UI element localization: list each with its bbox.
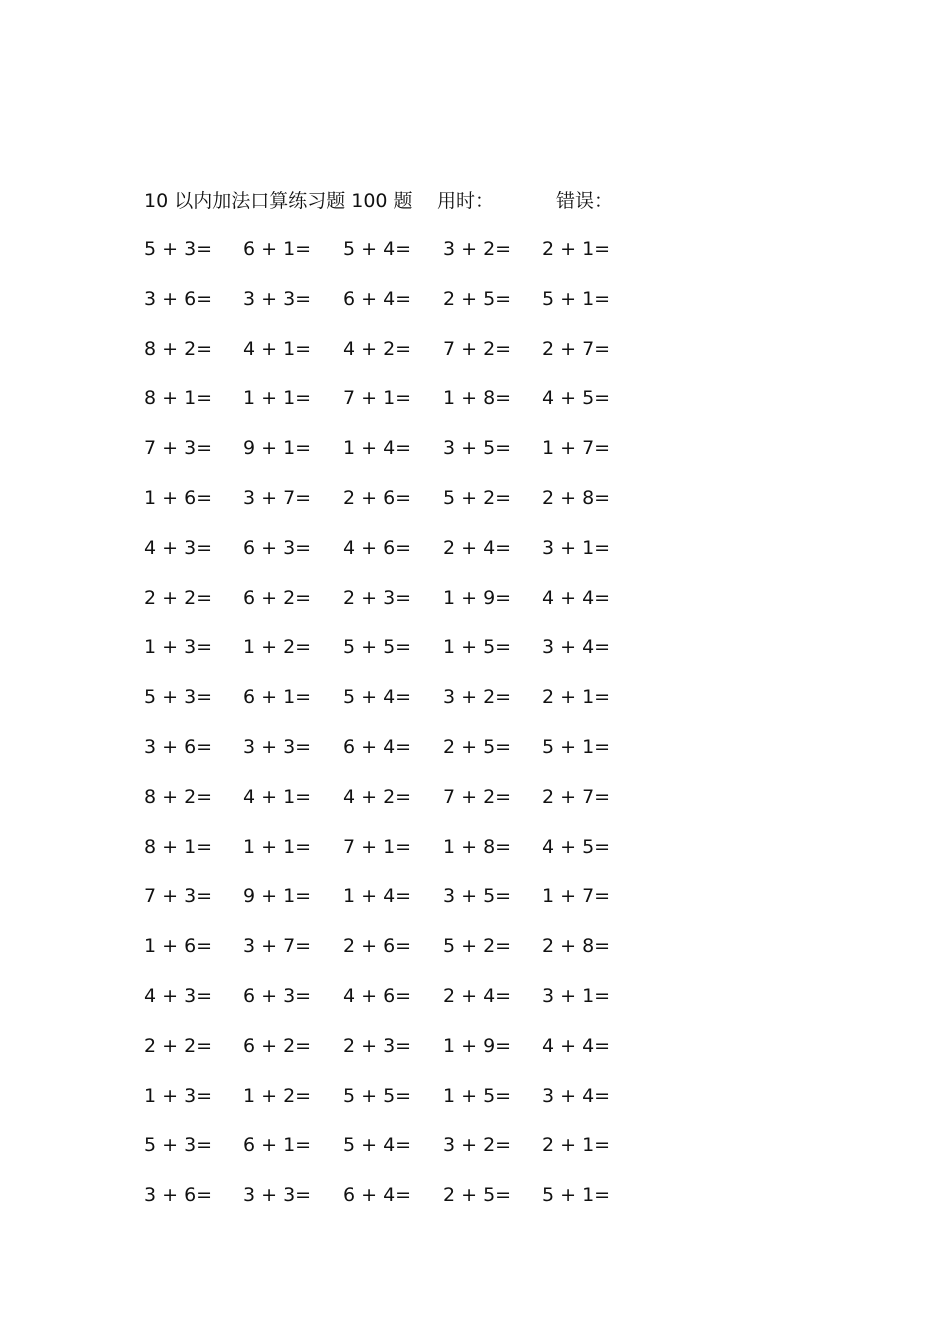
addition-problem: 1 + 7=: [542, 437, 611, 460]
addition-problem: 4 + 1=: [243, 785, 312, 808]
addition-problem: 4 + 6=: [343, 984, 412, 1007]
addition-problem: 2 + 5=: [443, 287, 512, 310]
addition-problem: 7 + 1=: [343, 387, 412, 410]
addition-problem: 7 + 2=: [443, 785, 512, 808]
addition-problem: 1 + 4=: [343, 437, 412, 460]
addition-problem: 5 + 4=: [343, 1134, 412, 1157]
addition-problem: 1 + 2=: [243, 636, 312, 659]
addition-problem: 3 + 3=: [243, 287, 312, 310]
addition-problem: 6 + 1=: [243, 238, 312, 260]
problem-row: [0, 632, 950, 682]
problem-row: [0, 483, 950, 533]
addition-problem: 5 + 3=: [144, 686, 213, 709]
addition-problem: 9 + 1=: [243, 885, 312, 908]
addition-problem: 7 + 3=: [144, 437, 213, 460]
addition-problem: 7 + 3=: [144, 885, 213, 908]
addition-problem: 3 + 3=: [243, 1184, 312, 1207]
addition-problem: 4 + 3=: [144, 984, 213, 1007]
addition-problem: 3 + 4=: [542, 636, 611, 659]
problem-row: [0, 383, 950, 433]
addition-problem: 4 + 2=: [343, 337, 412, 360]
addition-problem: 1 + 5=: [443, 1084, 512, 1107]
addition-problem: 5 + 2=: [443, 935, 512, 958]
addition-problem: 6 + 4=: [343, 1184, 412, 1207]
addition-problem: 6 + 2=: [243, 1034, 312, 1057]
addition-problem: 1 + 8=: [443, 387, 512, 410]
addition-problem: 3 + 6=: [144, 1184, 213, 1207]
addition-problem: 3 + 4=: [542, 1084, 611, 1107]
addition-problem: 5 + 5=: [343, 1084, 412, 1107]
addition-problem: 3 + 2=: [443, 686, 512, 709]
time-used-label: 用时：: [437, 190, 495, 212]
addition-problem: 2 + 7=: [542, 785, 611, 808]
addition-problem: 8 + 2=: [144, 337, 213, 360]
addition-problem: 4 + 3=: [144, 536, 213, 559]
addition-problem: 1 + 1=: [243, 387, 312, 410]
addition-problem: 1 + 5=: [443, 636, 512, 659]
addition-problem: 2 + 2=: [144, 1034, 213, 1057]
problem-row: [0, 682, 950, 732]
problem-row: [0, 1031, 950, 1081]
addition-problem: 5 + 4=: [343, 238, 412, 260]
addition-problem: 3 + 5=: [443, 437, 512, 460]
addition-problem: 1 + 6=: [144, 935, 213, 958]
addition-problem: 1 + 3=: [144, 1084, 213, 1107]
addition-problem: 8 + 2=: [144, 785, 213, 808]
problem-row: [0, 234, 950, 284]
addition-problem: 3 + 1=: [542, 536, 611, 559]
addition-problem: 1 + 7=: [542, 885, 611, 908]
addition-problem: 7 + 1=: [343, 835, 412, 858]
addition-problem: 4 + 1=: [243, 337, 312, 360]
problem-row: [0, 732, 950, 782]
addition-problem: 3 + 2=: [443, 1134, 512, 1157]
problem-row: [0, 433, 950, 483]
addition-problem: 1 + 4=: [343, 885, 412, 908]
addition-problem: 5 + 5=: [343, 636, 412, 659]
problem-row: [0, 981, 950, 1031]
problem-row: [0, 1130, 950, 1180]
addition-problem: 3 + 3=: [243, 735, 312, 758]
addition-problem: 3 + 2=: [443, 238, 512, 260]
addition-problem: 3 + 6=: [144, 735, 213, 758]
addition-problem: 1 + 1=: [243, 835, 312, 858]
addition-problem: 8 + 1=: [144, 835, 213, 858]
addition-problem: 1 + 9=: [443, 586, 512, 609]
problem-row: [0, 533, 950, 583]
addition-problem: 2 + 1=: [542, 1134, 611, 1157]
addition-problem: 2 + 3=: [343, 1034, 412, 1057]
problem-row: [0, 1180, 950, 1230]
addition-problem: 1 + 3=: [144, 636, 213, 659]
addition-problem: 3 + 1=: [542, 984, 611, 1007]
addition-problem: 1 + 9=: [443, 1034, 512, 1057]
errors-label: 错误：: [556, 190, 614, 212]
problem-row: [0, 583, 950, 633]
addition-problem: 6 + 1=: [243, 686, 312, 709]
addition-problem: 6 + 3=: [243, 984, 312, 1007]
problem-row: [0, 1081, 950, 1131]
addition-problem: 2 + 4=: [443, 536, 512, 559]
addition-problem: 5 + 3=: [144, 238, 213, 260]
addition-problem: 6 + 1=: [243, 1134, 312, 1157]
addition-problem: 2 + 1=: [542, 686, 611, 709]
addition-problem: 7 + 2=: [443, 337, 512, 360]
addition-problem: 2 + 5=: [443, 735, 512, 758]
addition-problem: 4 + 5=: [542, 835, 611, 858]
addition-problem: 4 + 5=: [542, 387, 611, 410]
addition-problem: 4 + 4=: [542, 1034, 611, 1057]
addition-problem: 2 + 5=: [443, 1184, 512, 1207]
addition-problem: 2 + 4=: [443, 984, 512, 1007]
addition-problem: 1 + 8=: [443, 835, 512, 858]
addition-problem: 6 + 4=: [343, 735, 412, 758]
addition-problem: 3 + 6=: [144, 287, 213, 310]
problem-row: [0, 782, 950, 832]
addition-problem: 2 + 1=: [542, 238, 611, 260]
addition-problem: 3 + 7=: [243, 935, 312, 958]
addition-problem: 4 + 2=: [343, 785, 412, 808]
addition-problem: 2 + 8=: [542, 486, 611, 509]
addition-problem: 5 + 1=: [542, 1184, 611, 1207]
addition-problem: 3 + 5=: [443, 885, 512, 908]
addition-problem: 6 + 3=: [243, 536, 312, 559]
worksheet-header: [0, 186, 950, 216]
problem-row: [0, 931, 950, 981]
addition-problem: 2 + 3=: [343, 586, 412, 609]
addition-problem: 5 + 3=: [144, 1134, 213, 1157]
worksheet-title: 10 以内加法口算练习题 100 题: [144, 190, 413, 212]
addition-problem: 5 + 1=: [542, 735, 611, 758]
addition-problem: 2 + 6=: [343, 935, 412, 958]
addition-problem: 2 + 6=: [343, 486, 412, 509]
addition-problem: 3 + 7=: [243, 486, 312, 509]
addition-problem: 2 + 2=: [144, 586, 213, 609]
addition-problem: 4 + 6=: [343, 536, 412, 559]
addition-problem: 4 + 4=: [542, 586, 611, 609]
problem-row: [0, 881, 950, 931]
problem-row: [0, 832, 950, 882]
problem-row: [0, 284, 950, 334]
addition-problem: 9 + 1=: [243, 437, 312, 460]
addition-problem: 6 + 4=: [343, 287, 412, 310]
addition-problem: 5 + 2=: [443, 486, 512, 509]
addition-problem: 1 + 6=: [144, 486, 213, 509]
addition-problem: 2 + 8=: [542, 935, 611, 958]
problem-row: [0, 334, 950, 384]
problem-grid: [0, 234, 950, 1230]
addition-problem: 8 + 1=: [144, 387, 213, 410]
addition-problem: 6 + 2=: [243, 586, 312, 609]
addition-problem: 5 + 4=: [343, 686, 412, 709]
addition-problem: 5 + 1=: [542, 287, 611, 310]
addition-problem: 2 + 7=: [542, 337, 611, 360]
addition-problem: 1 + 2=: [243, 1084, 312, 1107]
